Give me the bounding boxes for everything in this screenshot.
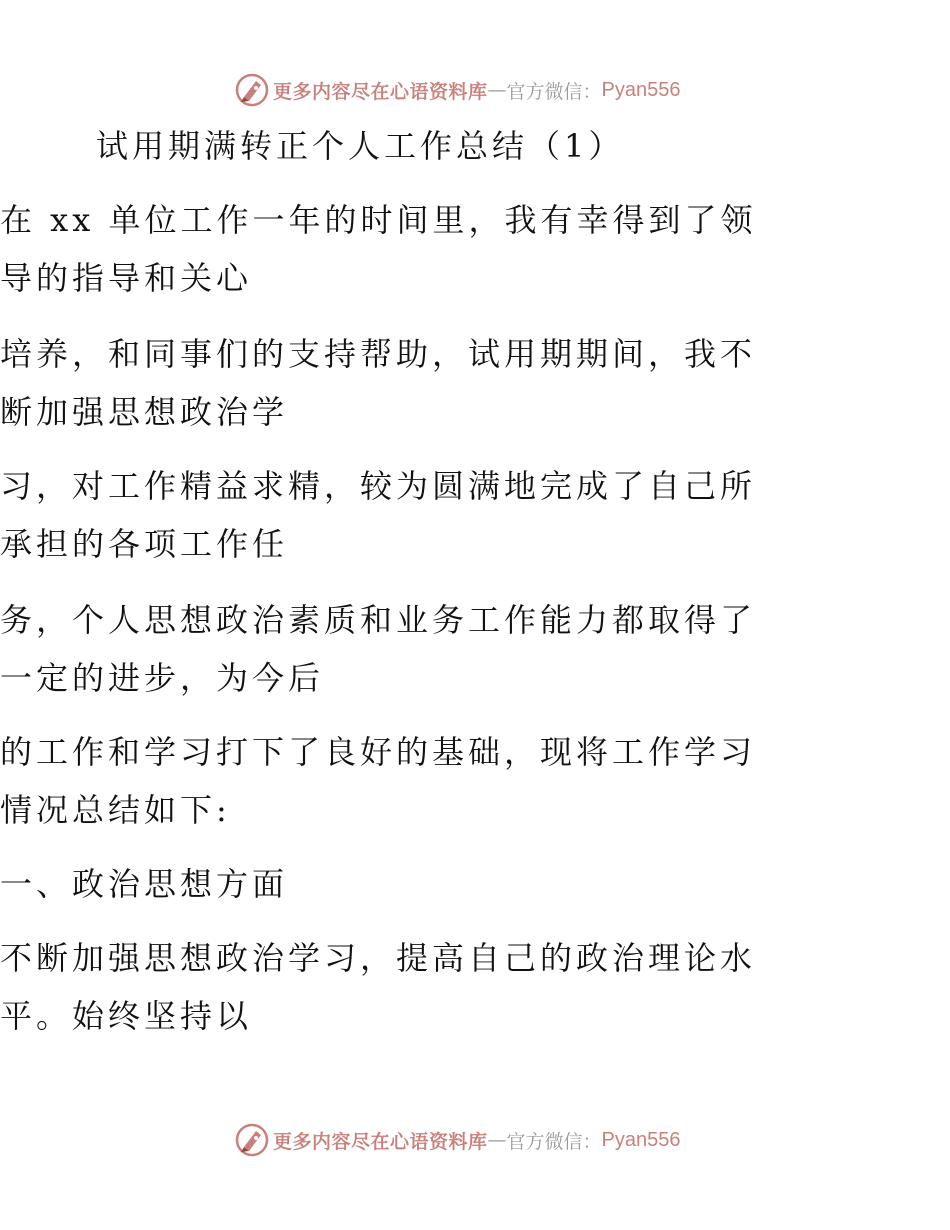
paragraph-line: 导的指导和关心 [0,259,253,297]
watermark-account-label: 官方微信： [506,80,602,103]
watermark-dash: — [487,1129,507,1151]
watermark-account-id: Pyan556 [601,78,681,101]
watermark-dash: — [487,79,507,101]
paragraph-line: 的工作和学习打下了良好的基础，现将工作学习 [0,733,757,771]
document-title: 试用期满转正个人工作总结（1） [96,127,625,165]
footer-watermark [235,1123,681,1157]
paragraph-line: 平。始终坚持以 [0,997,253,1035]
watermark-site-text: 更多内容尽在心语资料库 [273,80,488,103]
watermark-site-text: 更多内容尽在心语资料库 [273,1130,488,1153]
pen-logo-icon [235,1123,269,1157]
watermark-account-id: Pyan556 [601,1128,681,1151]
paragraph-line: 断加强思想政治学 [0,393,289,431]
paragraph-line: 在 xx 单位工作一年的时间里，我有幸得到了领 [0,201,757,239]
paragraph-line: 务，个人思想政治素质和业务工作能力都取得了 [0,601,757,639]
paragraph-line: 情况总结如下: [0,791,231,829]
paragraph-line: 不断加强思想政治学习，提高自己的政治理论水 [0,939,757,977]
paragraph-line: 承担的各项工作任 [0,525,289,563]
paragraph-line: 习，对工作精益求精，较为圆满地完成了自己所 [0,467,757,505]
paragraph-line: 培养，和同事们的支持帮助，试用期期间，我不 [0,335,757,373]
watermark-account-label: 官方微信： [506,1130,602,1153]
section-heading: 一、政治思想方面 [0,865,289,903]
pen-logo-icon [235,73,269,107]
paragraph-line: 一定的进步，为今后 [0,659,325,697]
header-watermark [235,73,681,107]
